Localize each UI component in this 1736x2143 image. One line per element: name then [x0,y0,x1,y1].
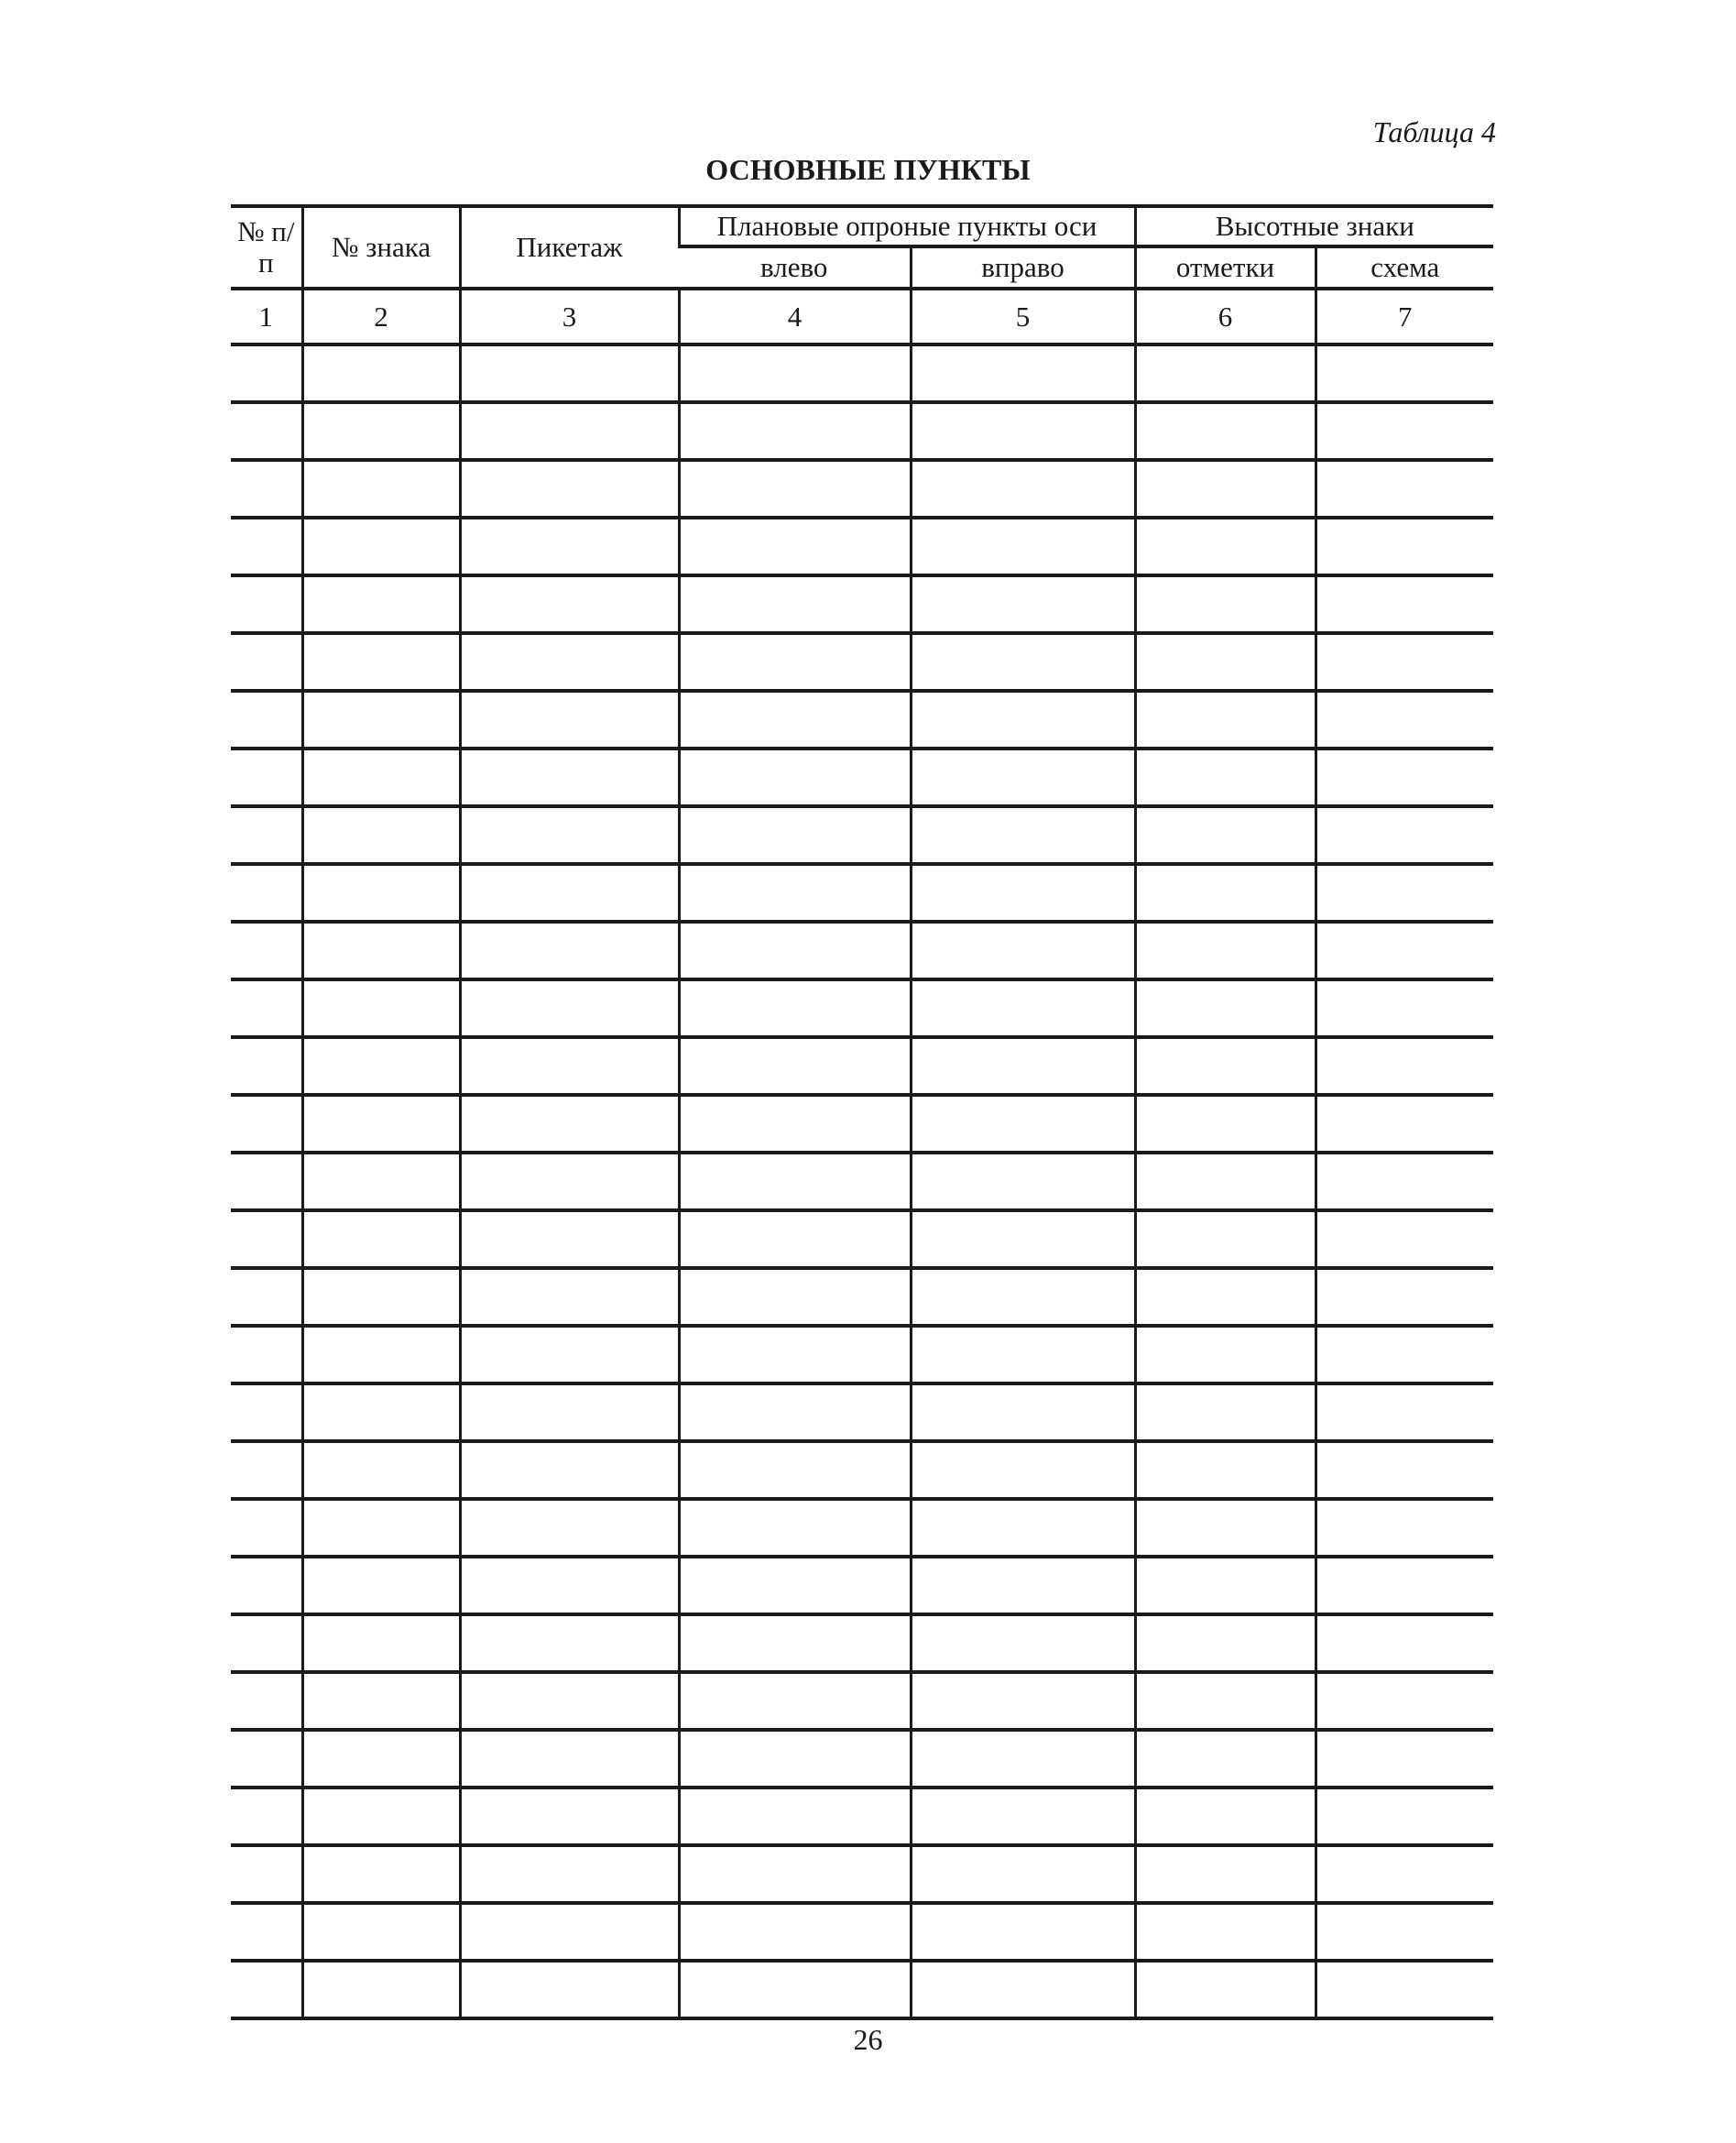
table-row [231,979,1493,1037]
table-cell [231,575,302,633]
table-row [231,518,1493,575]
table-cell [231,344,302,402]
table-cell [911,1441,1135,1499]
table-row [231,344,1493,402]
table-cell [302,979,460,1037]
table-cell [302,1095,460,1153]
table-cell [1316,1153,1493,1210]
table-cell [911,1268,1135,1326]
table-cell [1316,1557,1493,1614]
table-cell [911,1383,1135,1441]
table-title: ОСНОВНЫЕ ПУНКТЫ [705,153,1031,186]
table-cell [1316,1383,1493,1441]
table-row [231,1961,1493,2018]
table-row [231,864,1493,922]
table-cell [1135,922,1316,979]
table-row [231,1557,1493,1614]
table-cell [679,922,911,979]
table-row [231,1210,1493,1268]
table-cell [1316,575,1493,633]
table-cell [1135,1672,1316,1730]
table-cell [1316,1672,1493,1730]
table-cell [302,864,460,922]
table-row [231,1268,1493,1326]
table-cell [679,1672,911,1730]
table-cell [679,1961,911,2018]
table-cell [460,1672,679,1730]
table-cell [911,1961,1135,2018]
table-cell [911,1672,1135,1730]
table-cell [231,979,302,1037]
table-cell [1316,1961,1493,2018]
table-row [231,1153,1493,1210]
table-cell [231,1845,302,1903]
table-cell [302,1210,460,1268]
table-cell [1135,1268,1316,1326]
column-number: 3 [460,289,679,344]
header-plan-points: Плановые опроные пункты оси [679,206,1135,246]
table-cell [460,518,679,575]
table-cell [302,1037,460,1095]
table-cell [911,460,1135,518]
table-cell [1135,979,1316,1037]
table-cell [1316,1037,1493,1095]
table-cell [679,749,911,806]
table-cell [679,1845,911,1903]
table-cell [1135,1383,1316,1441]
table-cell [231,1268,302,1326]
table-cell [231,460,302,518]
table-cell [911,575,1135,633]
table-row [231,1383,1493,1441]
header-row-number: № п/п [231,206,302,289]
header-sign-number: № знака [302,206,460,289]
table-cell [302,460,460,518]
table-cell [302,1441,460,1499]
table-cell [679,1614,911,1672]
table-cell [1316,1326,1493,1383]
table-cell [460,691,679,749]
table-cell [1316,1095,1493,1153]
table-cell [460,402,679,460]
table-cell [679,1210,911,1268]
table-cell [460,344,679,402]
column-number: 7 [1316,289,1493,344]
column-number: 6 [1135,289,1316,344]
table-cell [302,518,460,575]
table-cell [1316,633,1493,691]
table-cell [679,633,911,691]
table-cell [1316,1614,1493,1672]
table-cell [302,633,460,691]
table-cell [1135,1153,1316,1210]
table-cell [1316,1210,1493,1268]
table-cell [679,518,911,575]
table-row [231,749,1493,806]
table-cell [460,1961,679,2018]
table-cell [231,1441,302,1499]
table-cell [302,1614,460,1672]
table-cell [911,979,1135,1037]
table-body [231,344,1493,2018]
table-cell [1135,691,1316,749]
table-cell [911,1903,1135,1961]
table-cell [302,344,460,402]
table-cell [302,1383,460,1441]
table-cell [460,1383,679,1441]
table-cell [302,806,460,864]
table-row [231,1095,1493,1153]
table-cell [460,575,679,633]
table-cell [1135,864,1316,922]
table-cell [302,1153,460,1210]
table-cell [460,1614,679,1672]
column-number: 1 [231,289,302,344]
table-cell [1135,1326,1316,1383]
table-cell [911,1499,1135,1557]
table-cell [911,691,1135,749]
table-cell [231,749,302,806]
table-cell [1316,922,1493,979]
table-cell [302,749,460,806]
table-cell [231,1903,302,1961]
table-cell [460,922,679,979]
table-cell [911,1788,1135,1845]
header-left: влево [679,246,911,289]
table-cell [1135,460,1316,518]
table-cell [1316,1845,1493,1903]
table-cell [231,691,302,749]
table-cell [1135,1614,1316,1672]
header-height-signs: Высотные знаки [1135,206,1493,246]
table-cell [460,1557,679,1614]
table-cell [1135,806,1316,864]
table-cell [302,1499,460,1557]
header-right: вправо [911,246,1135,289]
table-cell [1316,806,1493,864]
table-cell [911,1845,1135,1903]
table-row [231,1903,1493,1961]
header-marks: отметки [1135,246,1316,289]
table-cell [1135,1441,1316,1499]
table-cell [302,1672,460,1730]
table-cell [460,806,679,864]
table-cell [302,1326,460,1383]
table-cell [231,1326,302,1383]
table-cell [1135,1499,1316,1557]
table-cell [679,1326,911,1383]
table-cell [911,864,1135,922]
table-cell [302,1845,460,1903]
table-cell [1316,979,1493,1037]
column-number: 2 [302,289,460,344]
table-cell [231,1499,302,1557]
table-cell [911,922,1135,979]
table-cell [679,1441,911,1499]
table-cell [460,1730,679,1788]
table-cell [679,1095,911,1153]
table-cell [231,1095,302,1153]
table-cell [911,1326,1135,1383]
table-row [231,1326,1493,1383]
table-cell [679,575,911,633]
table-row [231,1037,1493,1095]
table-cell [1135,575,1316,633]
table-cell [1316,1903,1493,1961]
table-row [231,633,1493,691]
table-cell [1316,402,1493,460]
table-cell [1135,1730,1316,1788]
table-cell [911,1153,1135,1210]
table-cell [911,1614,1135,1672]
header-scheme: схема [1316,246,1493,289]
table-row [231,1845,1493,1903]
table-cell [1316,518,1493,575]
table-cell [231,1672,302,1730]
table-row [231,1788,1493,1845]
table-cell [911,518,1135,575]
table-cell [1135,1961,1316,2018]
table-cell [460,1903,679,1961]
table-cell [460,1153,679,1210]
column-number: 4 [679,289,911,344]
table-cell [679,460,911,518]
table-cell [231,806,302,864]
table-cell [1316,1441,1493,1499]
table-cell [679,806,911,864]
table-cell [679,1788,911,1845]
column-number: 5 [911,289,1135,344]
table-cell [231,1383,302,1441]
table-cell [231,402,302,460]
table-cell [911,1557,1135,1614]
table-cell [679,1153,911,1210]
table-cell [911,1037,1135,1095]
table-cell [679,979,911,1037]
table-cell [911,1210,1135,1268]
table-cell [679,1037,911,1095]
table-cell [231,518,302,575]
table-cell [679,1499,911,1557]
table-cell [302,1961,460,2018]
table-cell [911,402,1135,460]
table-cell [1135,1557,1316,1614]
table-caption: Таблица 4 [1372,115,1496,148]
table-cell [231,1153,302,1210]
table-cell [460,1441,679,1499]
table-cell [231,1614,302,1672]
table-cell [679,691,911,749]
table-cell [1135,633,1316,691]
table-cell [460,1845,679,1903]
table-cell [911,749,1135,806]
table-cell [460,1788,679,1845]
page-number: 26 [853,2023,883,2056]
table-cell [1135,1037,1316,1095]
table-cell [302,691,460,749]
table-cell [1135,1210,1316,1268]
table-cell [1316,749,1493,806]
table-row [231,460,1493,518]
table-cell [231,922,302,979]
table-cell [1316,460,1493,518]
table-cell [911,633,1135,691]
table-cell [1135,749,1316,806]
table-cell [911,1730,1135,1788]
table-cell [679,402,911,460]
table-cell [460,1095,679,1153]
table-cell [460,979,679,1037]
table-cell [231,1557,302,1614]
table-cell [1316,691,1493,749]
table-cell [231,1788,302,1845]
table-cell [679,344,911,402]
table-cell [302,1788,460,1845]
table-row [231,922,1493,979]
table-cell [1135,344,1316,402]
table-cell [1316,1268,1493,1326]
table-cell [460,1210,679,1268]
table-row [231,402,1493,460]
table-cell [231,1210,302,1268]
table-cell [302,1903,460,1961]
table-cell [679,1903,911,1961]
table-cell [1135,402,1316,460]
table-cell [302,1557,460,1614]
table-cell [302,402,460,460]
table-cell [1316,344,1493,402]
table-cell [231,1037,302,1095]
table-cell [1135,1095,1316,1153]
table-cell [679,1268,911,1326]
header-picket: Пикетаж [460,206,679,289]
main-points-table [231,204,1493,2020]
table-cell [1135,1845,1316,1903]
table-cell [679,1383,911,1441]
table-row [231,1730,1493,1788]
table-cell [1316,1499,1493,1557]
table-cell [1135,1788,1316,1845]
table-cell [302,1268,460,1326]
table-cell [460,1268,679,1326]
table-row [231,575,1493,633]
table-cell [911,806,1135,864]
table-cell [460,460,679,518]
table-cell [1316,1730,1493,1788]
table-cell [911,344,1135,402]
table-row [231,1614,1493,1672]
table-cell [302,575,460,633]
table-row [231,691,1493,749]
table-cell [1135,518,1316,575]
table-row [231,1672,1493,1730]
table-cell [1316,1788,1493,1845]
table-cell [679,1557,911,1614]
table-cell [1316,864,1493,922]
table-cell [231,1730,302,1788]
table-cell [460,864,679,922]
table-row [231,1499,1493,1557]
table-row [231,1441,1493,1499]
table-cell [460,749,679,806]
table-cell [460,633,679,691]
table-cell [679,1730,911,1788]
table-cell [302,922,460,979]
table-cell [231,633,302,691]
table-cell [460,1499,679,1557]
table-cell [460,1326,679,1383]
table-cell [911,1095,1135,1153]
table-cell [231,864,302,922]
table-cell [231,1961,302,2018]
table-row [231,806,1493,864]
table-cell [1135,1903,1316,1961]
table-cell [460,1037,679,1095]
table-cell [679,864,911,922]
table-cell [302,1730,460,1788]
